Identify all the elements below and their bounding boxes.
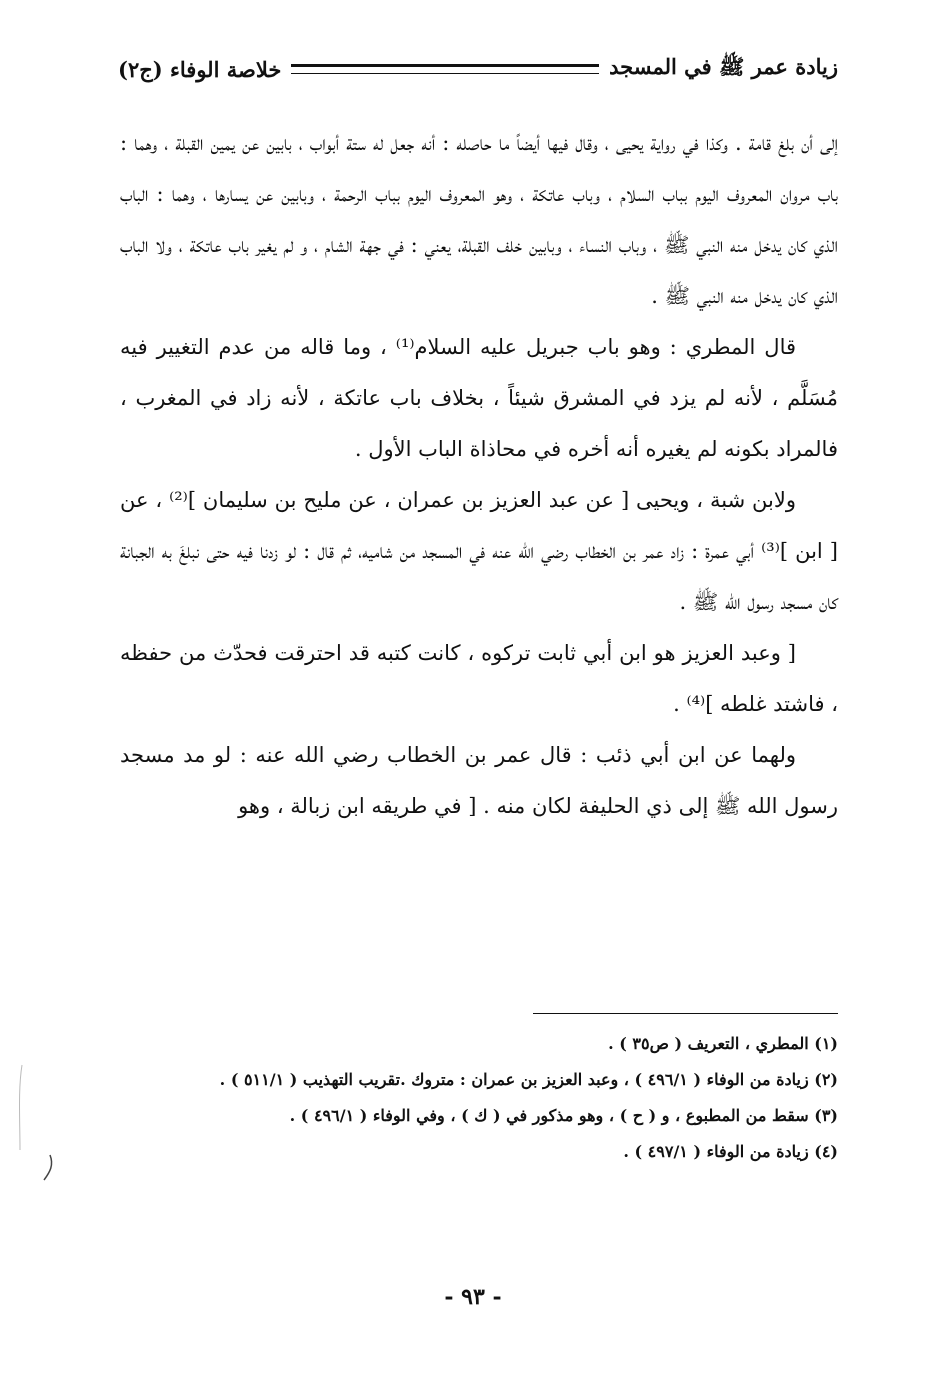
- paragraph: ولهما عن ابن أبي ذئب : قال عمر بن الخطاب رضي الله عنه : لو مد مسجد رسول الله ﷺ إلى ذي الحليفة لكان منه . [ في طريقه ابن زبالة ، وهو: [120, 743, 838, 818]
- paragraph: [ وعبد العزيز هو ابن أبي ثابت تركوه ، كانت كتبه قد احترقت فحدّث من حفظه ، فاشتد غلطه ]⁽⁴⁾ .: [120, 641, 838, 716]
- book-title: خلاصة الوفاء (ج٢): [118, 56, 282, 82]
- footnotes: [120, 1026, 838, 1170]
- chapter-title: زيادة عمر ﷺ في المسجد: [609, 53, 838, 79]
- footnote: (١) المطري ، التعريف ( ص٣٥ ) .: [608, 1034, 838, 1053]
- footnote-separator: [533, 1013, 838, 1014]
- footnote: (٤) زيادة من الوفاء ( ٤٩٧/١ ) .: [623, 1142, 838, 1161]
- paragraph: ولابن شبة ، ويحيى [ عن عبد العزيز بن عمران ، عن مليح بن سليمان ]⁽²⁾ ، عن [ ابن ]⁽³⁾ أبي عمرة : زاد عمر بن الخطاب رضي الله عنه في المسجد من شاميه، ثم قال : لو زدنا فيه حتى نبلغَ به الجبانة كان مسجد رسول الله ﷺ .: [120, 488, 839, 614]
- footnote: (٢) زيادة من الوفاء ( ٤٩٦/١ ) ، وعبد العزيز بن عمران : متروك .تقريب التهذيب ( ٥١١/١ ) .: [219, 1070, 838, 1089]
- paragraph: إلى أن بلغ قامة . وكذا في رواية يحيى ، وقال فيها أيضاً ما حاصله : أنه جعل له ستة أبواب ، بابين عن يمين القبلة ، وهما : باب مروان المعروف اليوم بباب السلام ، وباب عاتكة ، وهو المعروف اليوم بباب الرحمة ، وبابين عن يسارها ، وهما : الباب الذي كان يدخل منه النبي ﷺ ، وباب النساء ، وبابين خلف القبلة، يعني : في جهة الشام ، و لم يغير باب عاتكة ، ولا الباب الذي كان يدخل منه النبي ﷺ .: [120, 131, 838, 308]
- footnote: (٣) سقط من المطبوع ، و ( ح ) ، وهو مذكور في ( ك ) ، وفي الوفاء ( ٤٩٦/١ ) .: [289, 1106, 838, 1125]
- body-text: [120, 118, 838, 832]
- running-header: [118, 50, 838, 88]
- page-number: - ٩٣ -: [444, 1284, 502, 1310]
- header-rule: [291, 64, 599, 74]
- scan-margin-mark: [14, 1060, 54, 1190]
- paragraph: قال المطري : وهو باب جبريل عليه السلام⁽¹⁾ ، وما قاله من عدم التغيير فيه مُسَلَّم ، لأنه لم يزد في المشرق شيئاً ، بخلاف باب عاتكة ، لأنه زاد في المغرب ، فالمراد بكونه لم يغيره أنه أخره في محاذاة الباب الأول .: [120, 335, 838, 461]
